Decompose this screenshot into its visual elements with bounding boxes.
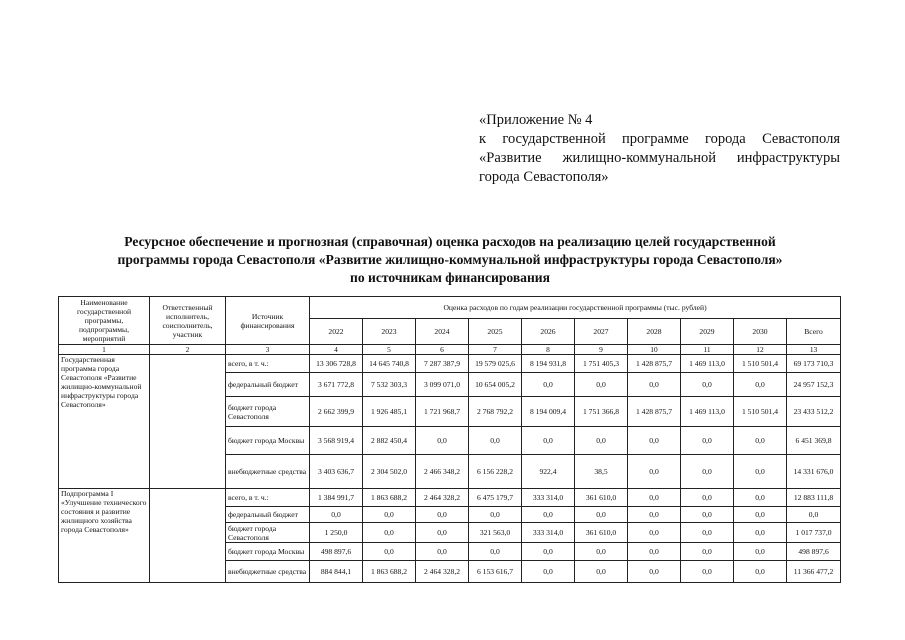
amount-cell: 0,0 [522,543,575,561]
header-year: 2022 [310,319,363,345]
amount-cell: 6 451 369,8 [787,427,841,455]
amount-cell: 1 428 875,7 [628,397,681,427]
amount-cell: 1 926 485,1 [363,397,416,427]
amount-cell: 0,0 [522,427,575,455]
header-executor: Ответственный исполнитель, соисполнитель, участник [150,297,226,345]
amount-cell: 884 844,1 [310,561,363,583]
amount-cell: 7 532 303,3 [363,373,416,397]
amount-cell: 11 366 477,2 [787,561,841,583]
amount-cell: 0,0 [787,507,841,523]
amount-cell: 0,0 [522,561,575,583]
program-executor [150,355,226,489]
funding-source: бюджет города Москвы [226,427,310,455]
column-index: 3 [226,345,310,355]
amount-cell: 0,0 [681,561,734,583]
header-year: Всего [787,319,841,345]
resource-table [58,296,841,583]
amount-cell: 0,0 [416,507,469,523]
table-row [59,489,841,507]
amount-cell: 0,0 [628,427,681,455]
table-row [59,355,841,373]
amount-cell: 0,0 [363,523,416,543]
program-name: Подпрограмма I «Улучшение технического состояния и развитие жилищного хозяйства города Севастополя» [59,489,150,583]
amount-cell: 0,0 [734,523,787,543]
amount-cell: 0,0 [628,489,681,507]
amount-cell: 498 897,6 [310,543,363,561]
amount-cell: 321 563,0 [469,523,522,543]
amount-cell: 10 654 005,2 [469,373,522,397]
program-name: Государственная программа города Севастополя «Развитие жилищно-коммунальной инфраструктуры города Севастополя» [59,355,150,489]
amount-cell: 1 863 688,2 [363,489,416,507]
amount-cell: 0,0 [681,543,734,561]
amount-cell: 0,0 [416,427,469,455]
amount-cell: 0,0 [416,543,469,561]
amount-cell: 2 882 450,4 [363,427,416,455]
amount-cell: 0,0 [469,427,522,455]
appendix-heading [479,111,840,187]
amount-cell: 498 897,6 [787,543,841,561]
header-estimate: Оценка расходов по годам реализации государственной программы (тыс. рублей) [310,297,841,319]
column-index: 13 [787,345,841,355]
amount-cell: 0,0 [575,561,628,583]
amount-cell: 0,0 [734,427,787,455]
header-year: 2030 [734,319,787,345]
amount-cell: 6 156 228,2 [469,455,522,489]
appendix-number: «Приложение № 4 [479,112,593,128]
amount-cell: 0,0 [681,373,734,397]
funding-source: всего, в т. ч.: [226,489,310,507]
title-line-2: программы города Севастополя «Развитие жилищно-коммунальной инфраструктуры города Севастополя» [117,252,783,267]
column-index: 9 [575,345,628,355]
amount-cell: 0,0 [469,543,522,561]
funding-source: федеральный бюджет [226,373,310,397]
amount-cell: 0,0 [469,507,522,523]
header-source: Источник финансирования [226,297,310,345]
amount-cell: 14 645 740,8 [363,355,416,373]
amount-cell: 361 610,0 [575,489,628,507]
header-year: 2029 [681,319,734,345]
funding-source: внебюджетные средства [226,561,310,583]
funding-source: бюджет города Севастополя [226,523,310,543]
amount-cell: 0,0 [734,455,787,489]
funding-source: бюджет города Москвы [226,543,310,561]
amount-cell: 0,0 [628,507,681,523]
title-line-3: по источникам финансирования [350,270,550,285]
amount-cell: 1 863 688,2 [363,561,416,583]
amount-cell: 0,0 [681,507,734,523]
program-executor [150,489,226,583]
amount-cell: 13 306 728,8 [310,355,363,373]
amount-cell: 6 475 179,7 [469,489,522,507]
funding-source: всего, в т. ч.: [226,355,310,373]
funding-source: внебюджетные средства [226,455,310,489]
amount-cell: 2 304 502,0 [363,455,416,489]
amount-cell: 333 314,0 [522,489,575,507]
amount-cell: 0,0 [575,427,628,455]
amount-cell: 0,0 [681,427,734,455]
amount-cell: 361 610,0 [575,523,628,543]
column-index: 7 [469,345,522,355]
header-year: 2024 [416,319,469,345]
appendix-reference: к государственной программе города Севастополя [479,131,840,147]
amount-cell: 0,0 [681,455,734,489]
amount-cell: 6 153 616,7 [469,561,522,583]
amount-cell: 7 287 387,9 [416,355,469,373]
amount-cell: 333 314,0 [522,523,575,543]
amount-cell: 0,0 [734,561,787,583]
funding-source: бюджет города Севастополя [226,397,310,427]
amount-cell: 1 721 968,7 [416,397,469,427]
appendix-city: города Севастополя» [479,169,609,185]
amount-cell: 2 662 399,9 [310,397,363,427]
column-index: 11 [681,345,734,355]
amount-cell: 0,0 [734,489,787,507]
column-index: 4 [310,345,363,355]
appendix-program-name: «Развитие жилищно-коммунальной инфраструктуры [479,150,840,166]
amount-cell: 1 017 737,0 [787,523,841,543]
amount-cell: 0,0 [734,543,787,561]
amount-cell: 38,5 [575,455,628,489]
amount-cell: 0,0 [734,373,787,397]
amount-cell: 1 751 405,3 [575,355,628,373]
amount-cell: 1 428 875,7 [628,355,681,373]
amount-cell: 3 403 636,7 [310,455,363,489]
amount-cell: 0,0 [628,561,681,583]
column-index: 12 [734,345,787,355]
title-line-1: Ресурсное обеспечение и прогнозная (справочная) оценка расходов на реализацию целей государственной [124,234,776,249]
amount-cell: 1 384 991,7 [310,489,363,507]
header-year: 2026 [522,319,575,345]
amount-cell: 2 768 792,2 [469,397,522,427]
amount-cell: 0,0 [575,507,628,523]
amount-cell: 0,0 [363,507,416,523]
amount-cell: 922,4 [522,455,575,489]
amount-cell: 0,0 [416,523,469,543]
amount-cell: 0,0 [363,543,416,561]
amount-cell: 0,0 [628,543,681,561]
header-name: Наименование государственной программы, подпрограммы, мероприятий [59,297,150,345]
amount-cell: 1 250,0 [310,523,363,543]
amount-cell: 0,0 [681,523,734,543]
amount-cell: 69 173 710,3 [787,355,841,373]
document-title [40,233,860,287]
amount-cell: 0,0 [522,373,575,397]
amount-cell: 14 331 676,0 [787,455,841,489]
amount-cell: 3 099 071,0 [416,373,469,397]
amount-cell: 2 464 328,2 [416,489,469,507]
amount-cell: 2 466 348,2 [416,455,469,489]
column-index: 2 [150,345,226,355]
column-index: 6 [416,345,469,355]
column-index: 1 [59,345,150,355]
amount-cell: 0,0 [522,507,575,523]
amount-cell: 1 510 501,4 [734,397,787,427]
amount-cell: 0,0 [681,489,734,507]
amount-cell: 1 469 113,0 [681,355,734,373]
amount-cell: 0,0 [628,373,681,397]
column-index: 5 [363,345,416,355]
header-year: 2023 [363,319,416,345]
amount-cell: 19 579 025,6 [469,355,522,373]
amount-cell: 0,0 [575,543,628,561]
amount-cell: 1 510 501,4 [734,355,787,373]
amount-cell: 8 194 009,4 [522,397,575,427]
header-year: 2025 [469,319,522,345]
amount-cell: 1 469 113,0 [681,397,734,427]
amount-cell: 2 464 328,2 [416,561,469,583]
amount-cell: 3 568 919,4 [310,427,363,455]
column-index: 8 [522,345,575,355]
amount-cell: 0,0 [575,373,628,397]
amount-cell: 0,0 [628,523,681,543]
amount-cell: 1 751 366,8 [575,397,628,427]
amount-cell: 23 433 512,2 [787,397,841,427]
amount-cell: 3 671 772,8 [310,373,363,397]
amount-cell: 0,0 [310,507,363,523]
header-year: 2028 [628,319,681,345]
amount-cell: 0,0 [628,455,681,489]
column-index: 10 [628,345,681,355]
amount-cell: 24 957 152,3 [787,373,841,397]
funding-source: федеральный бюджет [226,507,310,523]
amount-cell: 8 194 931,8 [522,355,575,373]
amount-cell: 12 883 111,8 [787,489,841,507]
amount-cell: 0,0 [734,507,787,523]
header-year: 2027 [575,319,628,345]
